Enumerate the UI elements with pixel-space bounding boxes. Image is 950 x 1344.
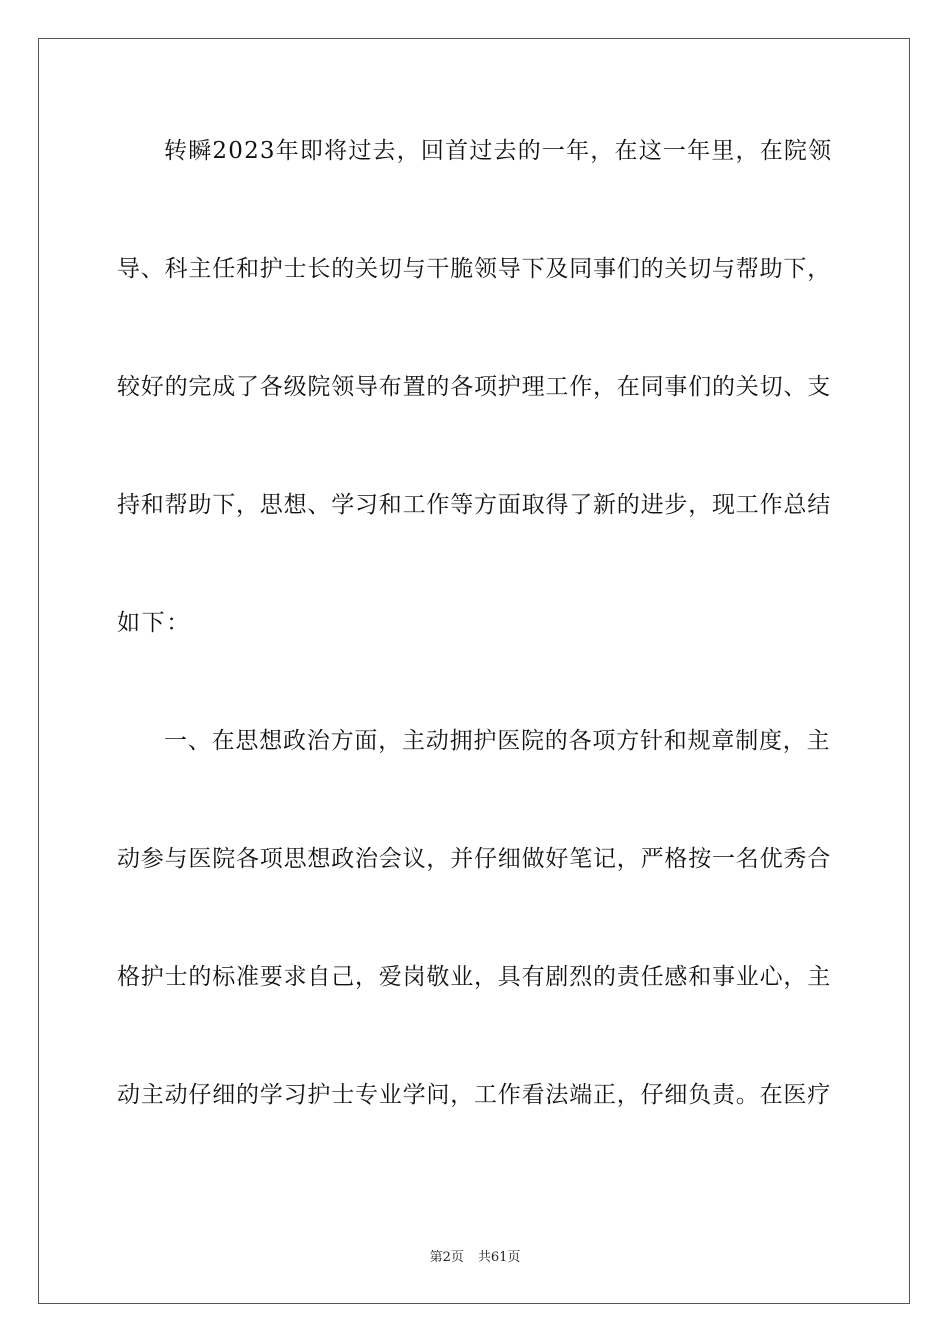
paragraph-2-line-2: 动参与医院各项思想政治会议，并仔细做好笔记，严格按一名优秀合: [117, 846, 831, 872]
page-footer: [0, 1249, 950, 1267]
paragraph-2-line-1: 一、在思想政治方面，主动拥护医院的各项方针和规章制度，主: [164, 728, 831, 754]
page-total: 共61页: [477, 1250, 521, 1265]
paragraph-1-line-1: 转瞬2023年即将过去，回首过去的一年，在这一年里，在院领: [164, 138, 833, 164]
paragraph-2-line-3: 格护士的标准要求自己，爱岗敬业，具有剧烈的责任感和事业心，主: [117, 964, 831, 990]
page-number: 第2页: [429, 1250, 464, 1265]
paragraph-2-line-4: 动主动仔细的学习护士专业学问，工作看法端正，仔细负责。在医疗: [117, 1082, 831, 1108]
paragraph-1-line-3: 较好的完成了各级院领导布置的各项护理工作，在同事们的关切、支: [117, 374, 831, 400]
paragraph-1-line-5: 如下：: [117, 610, 191, 636]
paragraph-1-line-4: 持和帮助下，思想、学习和工作等方面取得了新的进步，现工作总结: [117, 492, 831, 518]
paragraph-1-line-2: 导、科主任和护士长的关切与干脆领导下及同事们的关切与帮助下，: [117, 256, 831, 282]
page-border: [38, 38, 910, 1304]
